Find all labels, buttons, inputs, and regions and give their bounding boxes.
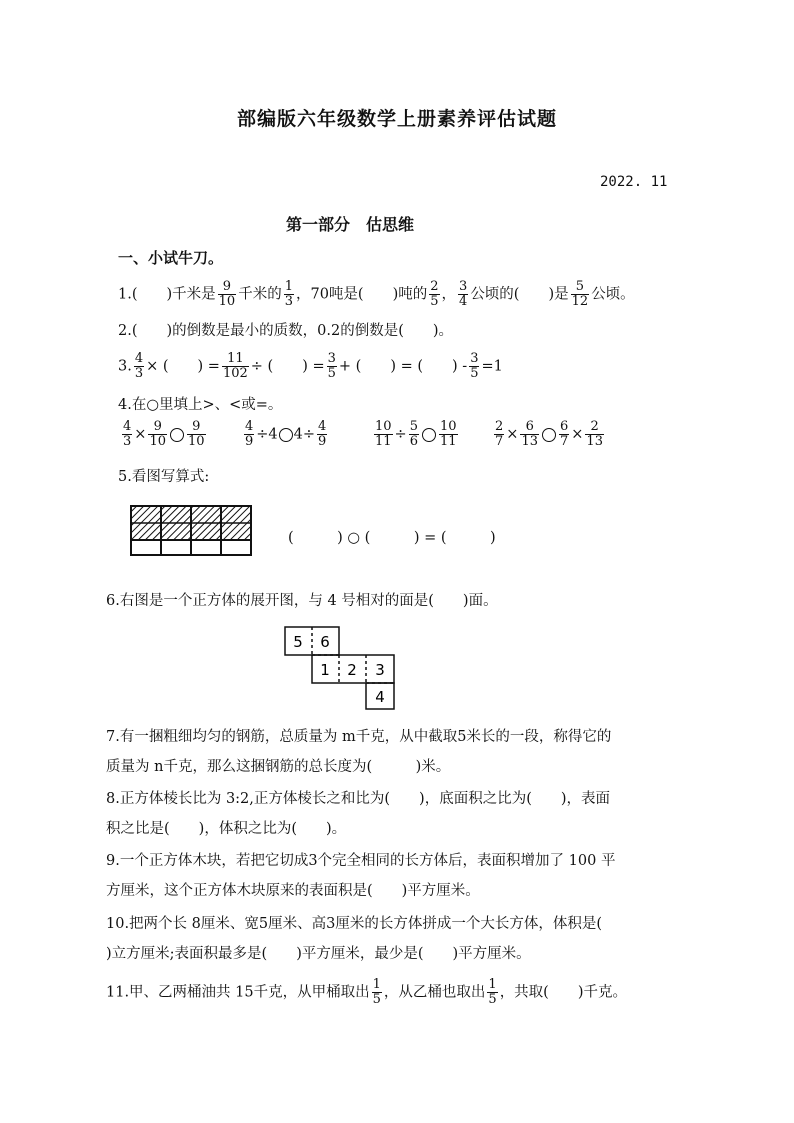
compare-item-3: $\frac{10}{11}$ ÷ $\frac{5}{6}$ $\frac{10}{11}$ <box>375 419 457 449</box>
section-heading: 一、小试牛刀。 <box>118 249 224 267</box>
question-8-line-2: 积之比是( )，体积之比为( )。 <box>106 821 347 837</box>
compare-circle[interactable] <box>422 428 436 442</box>
question-6: 6.右图是一个正方体的展开图，与 4 号相对的面是( )面。 <box>106 593 498 609</box>
compare-item-2: $\frac{4}{9}$ ÷4 4÷ $\frac{4}{9}$ <box>245 419 327 449</box>
fraction: $\frac{9}{10}$ <box>218 279 236 309</box>
fraction: $\frac{1}{5}$ <box>488 977 497 1007</box>
page-title: 部编版六年级数学上册素养评估试题 <box>236 108 557 130</box>
cube-face-3: 3 <box>375 661 385 679</box>
fraction: $\frac{2}{5}$ <box>430 279 439 309</box>
compare-circle[interactable] <box>279 428 293 442</box>
fraction: $\frac{1}{3}$ <box>284 279 293 309</box>
question-1: 1.( )千米是 $\frac{9}{10}$ 千米的 $\frac{1}{3}$ ，70吨是( )吨的 $\frac{2}{5}$ ， $\frac{3}{4}$ 公顷的( )是 $\frac{5}{12}$ 公顷。 <box>118 279 635 309</box>
cube-net-figure <box>284 626 396 710</box>
question-9-line-1: 9.一个正方体木块，若把它切成3个完全相同的长方体后，表面积增加了 100 平 <box>106 853 616 869</box>
compare-item-1: $\frac{4}{3}$ × $\frac{9}{10}$ $\frac{9}{10}$ <box>123 419 205 449</box>
question-11: 11.甲、乙两桶油共 15千克，从甲桶取出 $\frac{1}{5}$ ，从乙桶也取出 $\frac{1}{5}$ ，共取( )千克。 <box>106 977 628 1007</box>
compare-circle[interactable] <box>170 428 184 442</box>
fraction: $\frac{3}{5}$ <box>470 351 479 381</box>
question-2: 2.( )的倒数是最小的质数，0.2的倒数是( )。 <box>118 323 454 339</box>
cube-face-2: 2 <box>347 661 357 679</box>
fraction: $\frac{3}{4}$ <box>459 279 468 309</box>
cube-face-6: 6 <box>320 633 330 651</box>
fraction: $\frac{1}{5}$ <box>372 977 381 1007</box>
fraction: $\frac{4}{3}$ <box>134 351 144 381</box>
fraction: $\frac{3}{5}$ <box>327 351 336 381</box>
question-7-line-1: 7.有一捆粗细均匀的钢筋，总质量为 m千克，从中截取5米长的一段，称得它的 <box>106 729 612 745</box>
question-10-line-2: )立方厘米;表面积最多是( )平方厘米，最少是( )平方厘米。 <box>106 946 531 962</box>
question-10-line-1: 10.把两个长 8厘米、宽5厘米、高3厘米的长方体拼成一个大长方体，体积是( <box>106 916 602 932</box>
part-heading: 第一部分 估思维 <box>285 215 414 234</box>
question-3: 3. $\frac{4}{3}$ × ( ) = $\frac{11}{102}$ ÷ ( ) = $\frac{3}{5}$ + ( ) = ( ) - $\frac{3}{5}$ =1 <box>118 351 503 381</box>
fraction: $\frac{5}{12}$ <box>571 279 589 309</box>
fraction: $\frac{11}{102}$ <box>222 351 248 381</box>
cube-face-1: 1 <box>320 661 330 679</box>
question-5: 5.看图写算式: <box>118 469 210 485</box>
question-7-line-2: 质量为 n千克，那么这捆钢筋的总长度为( )米。 <box>106 759 451 775</box>
question-4: 4.在○里填上>、<或=。 <box>118 397 283 413</box>
compare-circle[interactable] <box>542 428 556 442</box>
cube-face-5: 5 <box>293 633 303 651</box>
compare-item-4: $\frac{2}{7}$ × $\frac{6}{13}$ $\frac{6}{7}$ × $\frac{2}{13}$ <box>495 419 603 449</box>
question-5-blanks: ( ) ○ ( ) = ( ) <box>288 530 496 546</box>
question-8-line-1: 8.正方体棱长比为 3:2,正方体棱长之和比为( )，底面积之比为( )，表面 <box>106 791 611 807</box>
cube-face-4: 4 <box>375 688 385 706</box>
question-9-line-2: 方厘米，这个正方体木块原来的表面积是( )平方厘米。 <box>106 883 480 899</box>
fraction-bar-figure <box>130 505 254 557</box>
exam-date: 2022. 11 <box>600 174 668 190</box>
